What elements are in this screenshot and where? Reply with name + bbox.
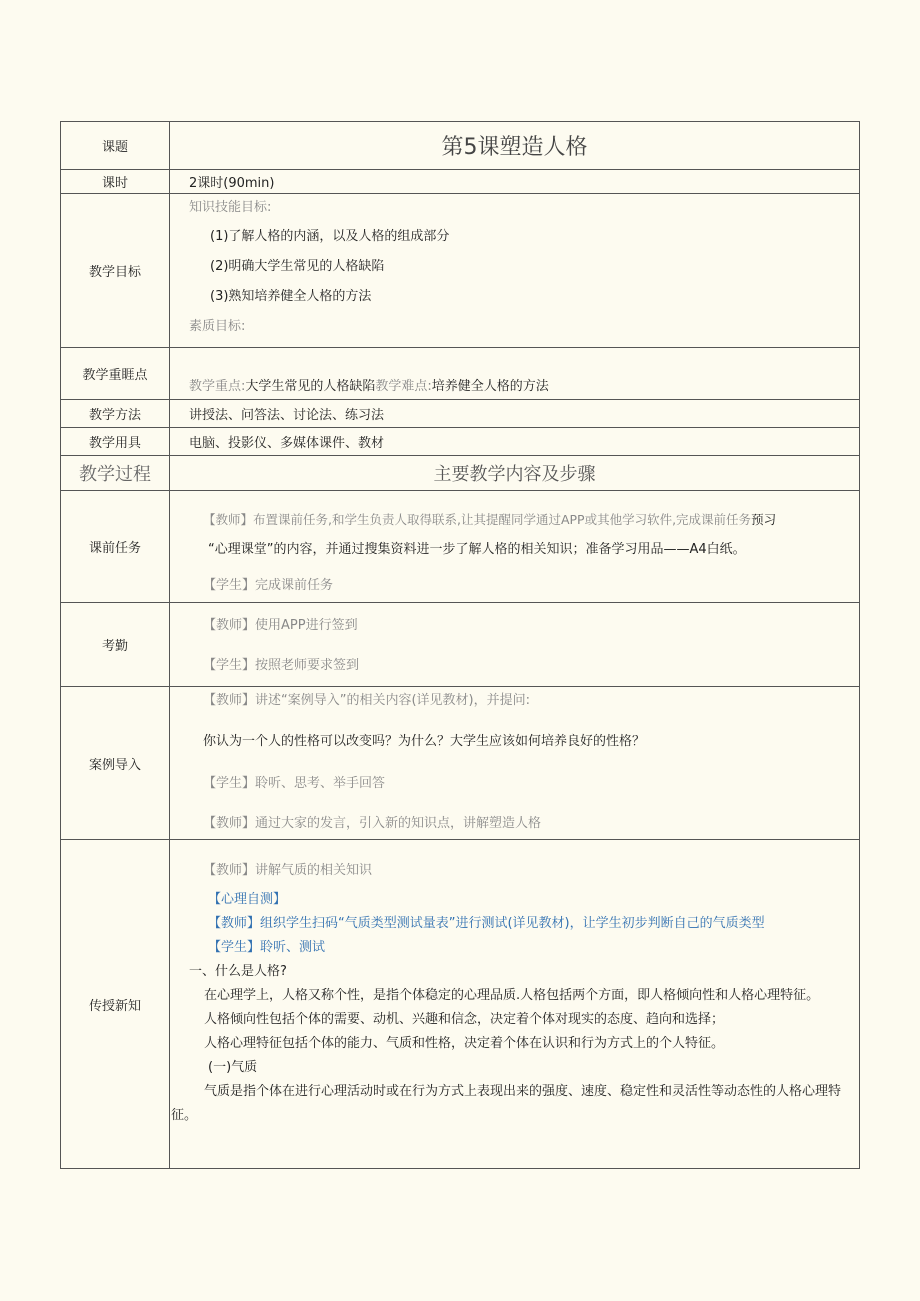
nk-heading-1: 一、什么是人格? <box>189 964 287 979</box>
nk-paragraph: 人格倾向性包括个体的需要、动机、兴趣和信念，决定着个体对现实的态度、趋向和选择； <box>204 1012 725 1027</box>
case-question: 你认为一个人的性格可以改变吗？为什么？大学生应该如何培养良好的性格？ <box>203 734 646 749</box>
process-header-right: 主要教学内容及步骤 <box>170 456 860 491</box>
key-text: 大学生常见的人格缺陷 <box>245 379 376 394</box>
nk-heading-2: (一)气质 <box>208 1060 258 1075</box>
new-knowledge-label: 传授新知 <box>61 840 170 1169</box>
case-student: 【学生】聆听、思考、举手回答 <box>203 776 386 791</box>
difficulty-text: 培养健全人格的方法 <box>431 379 549 394</box>
pre-task-teacher-cont: “心理课堂”的内容，并通过搜集资料进一步了解人格的相关知识；准备学习用品——A4白纸。 <box>208 542 746 557</box>
goal-item: (2)明确大学生常见的人格缺陷 <box>210 259 385 274</box>
key-label: 教学重点: <box>189 379 246 394</box>
attendance-teacher: 【教师】使用APP进行签到 <box>203 618 358 633</box>
pre-task-preview: 预习 <box>751 512 777 527</box>
keypoints-line <box>170 375 859 399</box>
attendance-student: 【学生】按照老师要求签到 <box>203 658 360 673</box>
nk-teacher-1: 【教师】讲解气质的相关知识 <box>203 863 373 878</box>
title-label: 课题 <box>61 122 170 170</box>
tools-value: 电脑、投影仪、多媒体课件、教材 <box>189 436 385 451</box>
pre-task-teacher-text: 【教师】布置课前任务,和学生负责人取得联系,让其提醒同学通过APP或其他学习软件,完成课前任务 <box>203 512 752 527</box>
goals-label: 教学目标 <box>61 194 170 348</box>
quality-goals-heading: 素质目标: <box>189 319 246 334</box>
pre-task-teacher <box>170 505 859 535</box>
nk-paragraph: 气质是指个体在进行心理活动时或在行为方式上表现出来的强度、速度、稳定性和灵活性等动态性的人格心理特征。 <box>171 1084 842 1123</box>
nk-teacher-2: 【教师】组织学生扫码“气质类型测试量表”进行测试(详见教材)，让学生初步判断自己的气质类型 <box>208 916 765 931</box>
case-intro-label: 案例导入 <box>61 687 170 840</box>
hours-label: 课时 <box>61 170 170 194</box>
pre-task-student: 【学生】完成课前任务 <box>203 578 334 593</box>
keypoints-label: 教学重睚点 <box>61 348 170 400</box>
method-label: 教学方法 <box>61 400 170 428</box>
method-value: 讲授法、问答法、讨论法、练习法 <box>189 408 385 423</box>
difficulty-label: 教学难点: <box>375 379 432 394</box>
lesson-title: 第5课塑造人格 <box>170 122 860 170</box>
goal-item: (1)了解人格的内涵，以及人格的组成部分 <box>210 229 450 244</box>
lesson-plan-table <box>60 121 860 1169</box>
attendance-label: 考勤 <box>61 603 170 687</box>
nk-paragraph: 人格心理特征包括个体的能力、气质和性格，决定着个体在认识和行为方式上的个人特征。 <box>204 1036 725 1051</box>
hours-value: 2课时(90min) <box>189 176 275 191</box>
goals-heading: 知识技能目标: <box>189 200 272 215</box>
case-teacher-1: 【教师】讲述“案例导入”的相关内容(详见教材)，并提问: <box>203 693 530 708</box>
pre-task-label: 课前任务 <box>61 491 170 603</box>
process-header-left: 教学过程 <box>61 456 170 491</box>
nk-student: 【学生】聆听、测试 <box>208 940 326 955</box>
nk-paragraph: 在心理学上，人格又称个性，是指个体稳定的心理品质.人格包括两个方面，即人格倾向性和人格心理特征。 <box>204 988 820 1003</box>
nk-selftest: 【心理自测】 <box>208 892 287 907</box>
goal-item: (3)熟知培养健全人格的方法 <box>210 289 372 304</box>
tools-label: 教学用具 <box>61 428 170 456</box>
case-teacher-2: 【教师】通过大家的发言，引入新的知识点，讲解塑造人格 <box>203 816 542 831</box>
